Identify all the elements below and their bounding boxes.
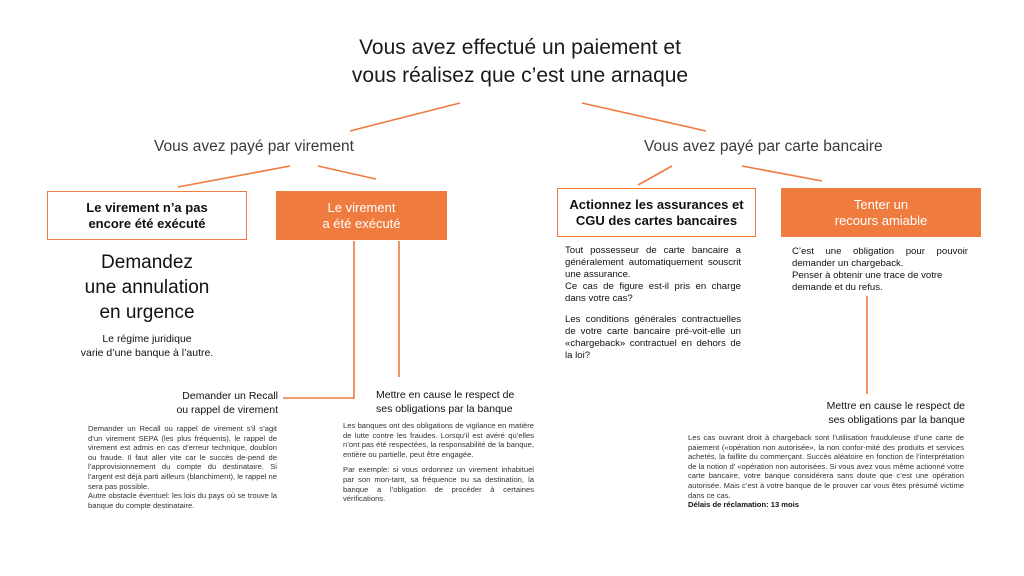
insurance-paragraph-2: Ce cas de figure est-il pris en charge dans votre cas?	[565, 281, 741, 304]
connector-right-branch-2	[742, 166, 822, 181]
box-transfer-not-executed-line-1: Le virement n’a pas	[86, 199, 208, 215]
claim-delay-label: Délais de réclamation: 13 mois	[688, 500, 799, 510]
card-obligations-heading-line-1: Mettre en cause le respect de	[826, 400, 965, 412]
transfer-obligations-text	[343, 421, 534, 504]
cancel-note-line-1: Le régime juridique	[102, 333, 192, 345]
connector-right-branch-1	[638, 166, 672, 185]
amicable-paragraph-2: Penser à obtenir une trace de votre demande et du refus.	[792, 270, 943, 293]
box-card-amicable	[781, 188, 981, 237]
transfer-obligations-paragraph-1: Les banques ont des obligations de vigilance en matière de lutte contre les fraudes. Lorsqu’il est avéré qu’elles n’ont pas été respectées, la responsabilité de la banque, entière ou partielle, peut être engagée.	[343, 421, 534, 459]
insurance-text	[565, 245, 741, 362]
title-line-1: Vous avez effectué un paiement et	[359, 36, 681, 59]
page-title	[250, 34, 790, 90]
connector-executed-recall	[283, 241, 354, 398]
box-card-amicable-line-2: recours amiable	[834, 212, 928, 228]
recall-heading-line-2: ou rappel de virement	[176, 404, 278, 416]
box-transfer-executed	[276, 191, 447, 240]
insurance-paragraph-3: Les conditions générales contractuelles de votre carte bancaire pré-voit-elle un «chargeback» contractuel en dehors de la loi?	[565, 314, 741, 361]
cancel-heading-line-1: Demandez	[101, 252, 193, 273]
box-card-insurance	[557, 188, 756, 237]
recall-heading	[130, 389, 278, 417]
box-card-insurance-line-2: CGU des cartes bancaires	[575, 212, 738, 228]
card-obligations-text	[688, 433, 964, 510]
box-card-amicable-line-1: Tenter un	[853, 196, 909, 212]
amicable-text	[792, 246, 968, 294]
recall-paragraph-2: Autre obstacle éventuel: les lois du pays où se trouve la banque du compte destinataire.	[88, 491, 277, 510]
card-obligations-heading	[790, 399, 965, 427]
card-obligations-heading-line-2: ses obligations par la banque	[828, 414, 965, 426]
box-transfer-executed-line-1: Le virement	[327, 199, 396, 215]
cancel-heading	[47, 250, 247, 325]
branch-transfer-label: Vous avez payé par virement	[154, 138, 354, 155]
insurance-paragraph-1: Tout possesseur de carte bancaire a généralement automatiquement souscrit une assurance.	[565, 245, 741, 280]
transfer-obligations-paragraph-2: Par exemple: si vous ordonnez un virement inhabituel par son mon-tant, sa fréquence ou sa destination, la banque a l’obligation de procéder à certaines vérifications.	[343, 465, 534, 504]
box-transfer-executed-line-2: a été exécuté	[322, 215, 401, 231]
box-card-insurance-line-1: Actionnez les assurances et	[569, 196, 744, 212]
title-line-2: vous réalisez que c’est une arnaque	[351, 64, 689, 87]
connector-left-branch-2	[318, 166, 376, 179]
transfer-obligations-heading-line-1: Mettre en cause le respect de	[376, 389, 515, 401]
amicable-paragraph-1: C’est une obligation pour pouvoir demander un chargeback.	[792, 246, 968, 269]
connector-title-right	[582, 103, 706, 131]
cancel-note	[47, 332, 247, 360]
connector-left-branch-1	[178, 166, 290, 187]
cancel-note-line-2: varie d’une banque à l’autre.	[80, 347, 214, 359]
transfer-obligations-heading	[376, 388, 546, 416]
box-transfer-not-executed	[47, 191, 247, 240]
transfer-obligations-heading-line-2: ses obligations par la banque	[376, 403, 513, 415]
connector-title-left	[350, 103, 460, 131]
card-obligations-paragraph: Les cas ouvrant droit à chargeback sont l’utilisation frauduleuse d’une carte de paiement («opération non autorisée», la non confor-mité des produits et services achetés, la faillite du commerçant. Succès aléatoire en fonction de l’interprétation de la notion d’ «opération non autorisées. Si vous avez vous même actionné votre carte bancaire, votre banque considérera sans doute que c’est une opération autorisée. Mais c’est à votre banque de le prouver car vous êtes présumé victime dans ce cas.	[688, 433, 964, 500]
cancel-heading-line-3: en urgence	[99, 302, 195, 323]
cancel-heading-line-2: une annulation	[84, 277, 210, 298]
recall-paragraph-1: Demander un Recall ou rappel de virement s’il s’agit d’un virement SEPA (les plus fréquents), le rappel de virement est admis en cas d’erreur technique, doublon ou fraude. Il faut aller vite car le succès de-pend de l’approvisionnement du compte du destinataire. Si l’argent est déjà parti ailleurs (blanchiment), le rappel ne sera pas possible.	[88, 424, 277, 491]
recall-heading-line-1: Demander un Recall	[182, 390, 278, 402]
branch-card-label: Vous avez payé par carte bancaire	[644, 138, 883, 155]
box-transfer-not-executed-line-2: encore été exécuté	[88, 215, 206, 231]
recall-text	[88, 424, 277, 510]
